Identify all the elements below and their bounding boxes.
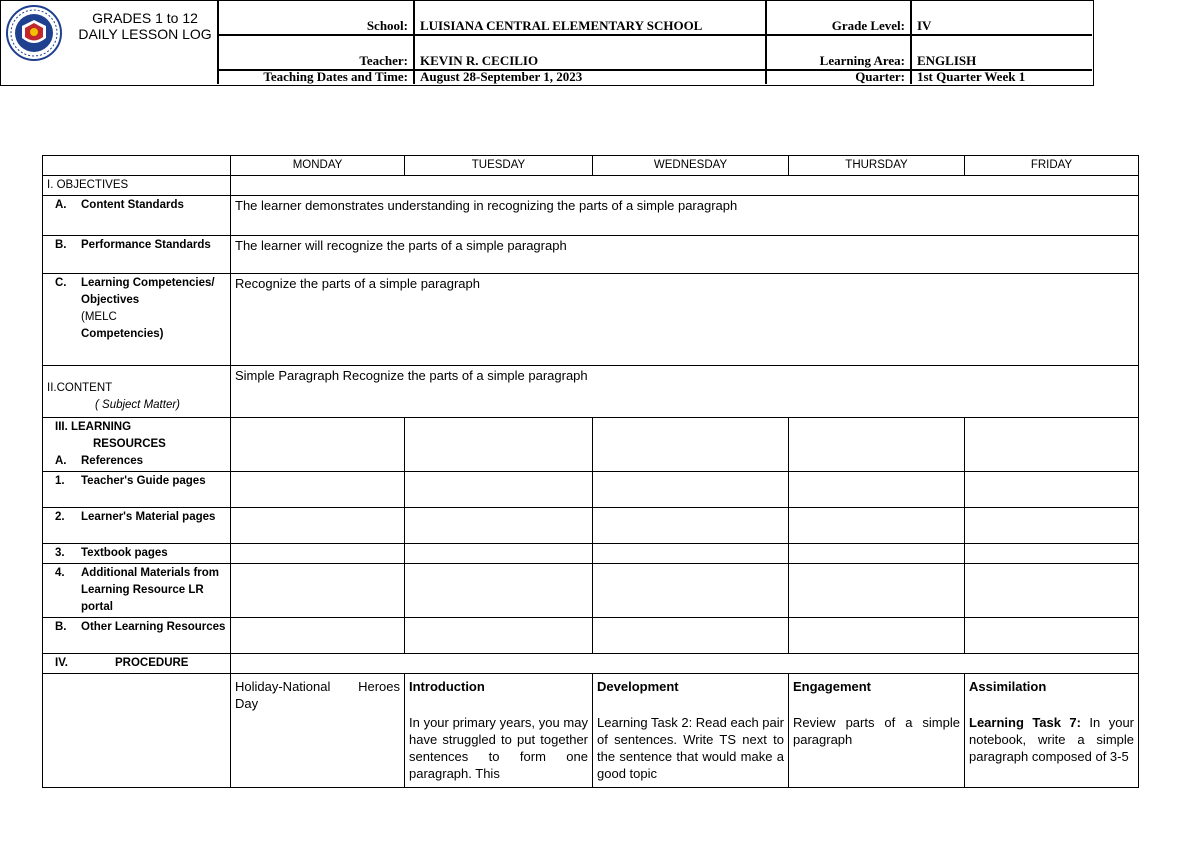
day-thursday: THURSDAY — [789, 156, 965, 176]
day-friday: FRIDAY — [965, 156, 1139, 176]
other-resources-row — [43, 618, 1139, 654]
teachers-guide-row — [43, 472, 1139, 508]
competencies-row — [43, 274, 1139, 366]
teaching-dates-label: Teaching Dates and Time: — [263, 69, 408, 84]
content-row — [43, 366, 1139, 418]
wednesday-title: Development — [597, 679, 679, 694]
day-wednesday: WEDNESDAY — [593, 156, 789, 176]
competencies-key: C. — [55, 277, 67, 289]
tuesday-title: Introduction — [409, 679, 485, 694]
content-standards-row — [43, 196, 1139, 236]
day-monday: MONDAY — [231, 156, 405, 176]
objectives-row — [43, 176, 1139, 196]
textbook-key: 3. — [55, 547, 65, 559]
competencies-text: Recognize the parts of a simple paragraph — [231, 274, 1139, 366]
objectives-heading: I. OBJECTIVES — [43, 176, 231, 196]
resources-heading-1: III. LEARNING — [55, 421, 132, 433]
thursday-title: Engagement — [793, 679, 872, 694]
content-text: Simple Paragraph Recognize the parts of a simple paragraph — [231, 366, 1139, 418]
textbook-row — [43, 544, 1139, 564]
content-heading: II.CONTENT — [47, 381, 113, 394]
performance-standards-key: B. — [55, 239, 67, 251]
quarter-label: Quarter: — [855, 69, 905, 84]
procedure-row — [43, 674, 1139, 788]
friday-task-label: Learning Task 7: — [969, 715, 1081, 730]
day-header-row — [43, 156, 1139, 176]
lesson-log-table — [42, 155, 1139, 788]
content-standards-key: A. — [55, 199, 67, 211]
references-key: A. — [55, 455, 67, 467]
performance-standards-label: Performance Standards — [81, 239, 211, 251]
learning-resources-row — [43, 418, 1139, 472]
teacher-value: KEVIN R. CECILIO — [420, 53, 539, 68]
performance-standards-row — [43, 236, 1139, 274]
teachers-guide-label: Teacher's Guide pages — [81, 475, 206, 487]
school-label: School: — [366, 18, 408, 33]
monday-procedure: Holiday-National Heroes Day — [231, 674, 405, 788]
friday-title: Assimilation — [969, 679, 1047, 694]
learners-material-key: 2. — [55, 511, 65, 523]
header-block — [0, 0, 1094, 86]
title-line-2: DAILY LESSON LOG — [78, 26, 212, 42]
learning-area-value: ENGLISH — [917, 53, 977, 68]
school-value: LUISIANA CENTRAL ELEMENTARY SCHOOL — [420, 18, 703, 33]
content-standards-label: Content Standards — [81, 199, 184, 211]
content-standards-text: The learner demonstrates understanding in recognizing the parts of a simple paragraph — [231, 196, 1139, 236]
quarter-value: 1st Quarter Week 1 — [917, 69, 1026, 84]
other-resources-label: Other Learning Resources — [81, 621, 226, 633]
additional-materials-label: Additional Materials from Learning Resource LR portal — [81, 567, 220, 613]
resources-heading-2: RESOURCES — [93, 438, 166, 450]
learning-area-label: Learning Area: — [819, 53, 905, 68]
competencies-label-4: Competencies) — [81, 328, 164, 340]
content-subheading: ( Subject Matter) — [95, 398, 180, 411]
friday-task-text: In your notebook, write a simple paragraph composed of 3-5 — [969, 715, 1135, 764]
tuesday-text: In your primary years, you may have struggled to put together sentences to form one paragraph. This — [409, 715, 588, 781]
additional-materials-key: 4. — [55, 567, 65, 579]
deped-seal-icon — [5, 4, 63, 62]
thursday-text: Review parts of a simple paragraph — [793, 715, 960, 747]
other-resources-key: B. — [55, 621, 67, 633]
grade-level-label: Grade Level: — [831, 18, 905, 33]
friday-text — [969, 714, 1134, 765]
learners-material-row — [43, 508, 1139, 544]
teachers-guide-key: 1. — [55, 475, 65, 487]
teaching-dates-value: August 28-September 1, 2023 — [420, 69, 583, 84]
procedure-heading-row — [43, 654, 1139, 674]
competencies-label-3: (MELC — [81, 311, 117, 323]
grade-level-value: IV — [917, 18, 932, 33]
additional-materials-row — [43, 564, 1139, 618]
day-tuesday: TUESDAY — [405, 156, 593, 176]
competencies-label-1: Learning Competencies/ — [81, 277, 215, 289]
competencies-label-2: Objectives — [81, 294, 140, 306]
procedure-heading: PROCEDURE — [115, 657, 189, 669]
procedure-key: IV. — [55, 657, 69, 669]
references-label: References — [81, 455, 144, 467]
title-line-1: GRADES 1 to 12 — [92, 10, 198, 26]
wednesday-text: Learning Task 2: Read each pair of sentences. Write TS next to the sentence that would make a good topic — [597, 715, 784, 781]
performance-standards-text: The learner will recognize the parts of a simple paragraph — [231, 236, 1139, 274]
textbook-label: Textbook pages — [81, 547, 168, 559]
log-title — [70, 10, 220, 42]
learners-material-label: Learner's Material pages — [81, 511, 216, 523]
teacher-label: Teacher: — [359, 53, 408, 68]
